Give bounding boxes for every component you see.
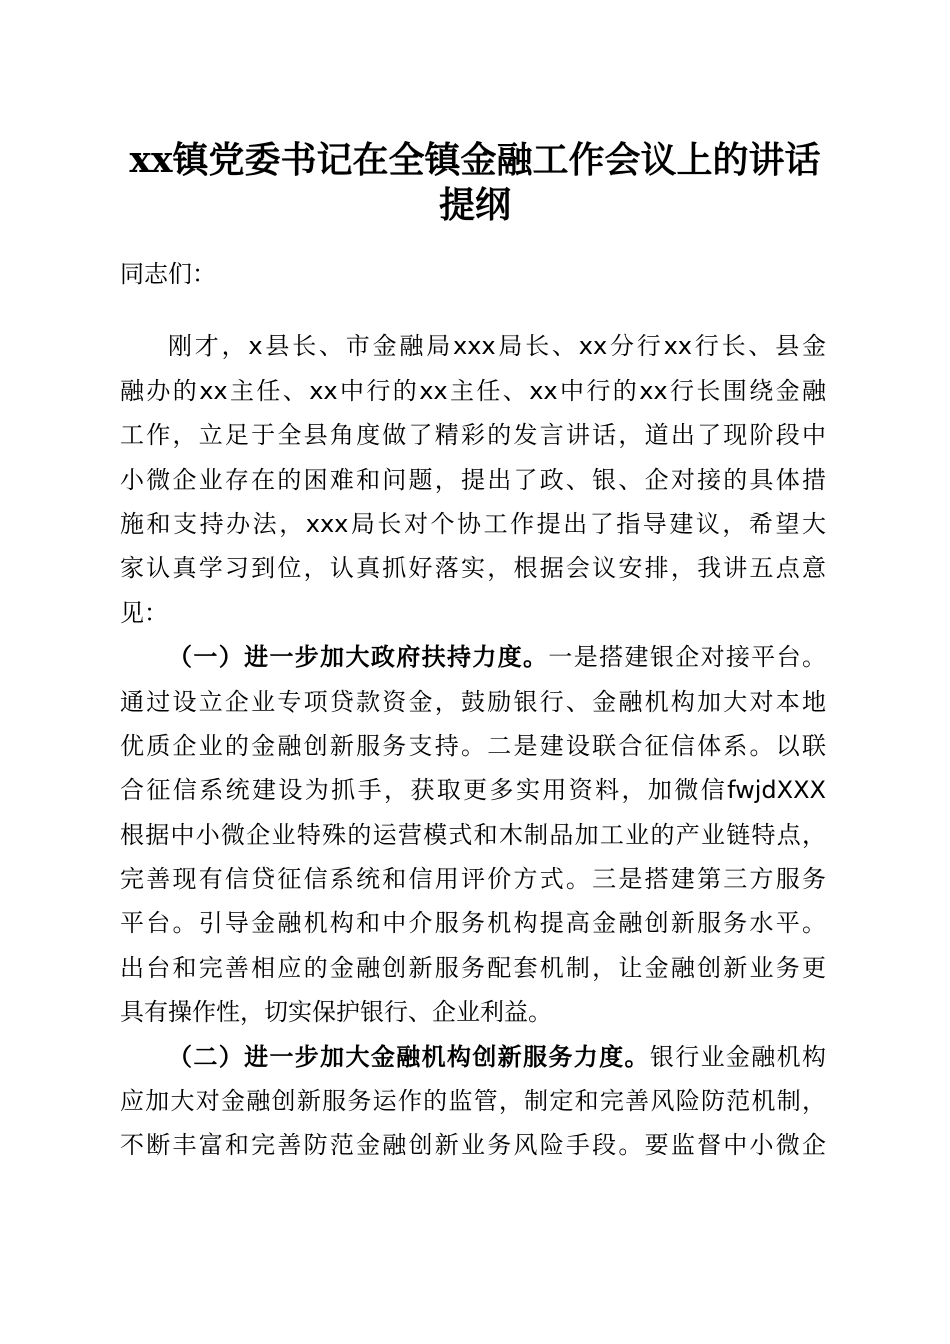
document-title <box>100 138 850 228</box>
text-line: 合征信系统建设为抓手，获取更多实用资料，加微信fwjdXXX <box>120 776 826 805</box>
text-line: 小微企业存在的困难和问题，提出了政、银、企对接的具体措 <box>120 465 826 494</box>
text-line: 平台。引导金融机构和中介服务机构提高金融创新服务水平。 <box>120 909 826 938</box>
text-line: 施和支持办法，xxx局长对个协工作提出了指导建议，希望大 <box>120 509 826 538</box>
text-line: 应加大对金融创新服务运作的监管，制定和完善风险防范机制， <box>120 1087 826 1116</box>
paragraph-section-2 <box>120 1035 826 1168</box>
text-line: 优质企业的金融创新服务支持。二是建设联合征信体系。以联 <box>120 731 826 760</box>
paragraph-section-1 <box>120 635 826 1035</box>
paragraph-intro <box>120 324 826 635</box>
text-line: 根据中小微企业特殊的运营模式和木制品加工业的产业链特点， <box>120 820 826 849</box>
title-line-2: 提纲 <box>438 184 511 226</box>
text-span: 一是搭建银企对接平台。 <box>548 643 826 672</box>
text-line: 家认真学习到位，认真抓好落实，根据会议安排，我讲五点意 <box>120 554 826 583</box>
text-line: 出台和完善相应的金融创新服务配套机制，让金融创新业务更 <box>120 953 826 982</box>
text-line: 融办的xx主任、xx中行的xx主任、xx中行的xx行长围绕金融 <box>120 376 826 405</box>
document-body <box>120 252 826 1168</box>
text-line: 见： <box>120 598 168 627</box>
text-line: 通过设立企业专项贷款资金，鼓励银行、金融机构加大对本地 <box>120 687 826 716</box>
title-line-1: xx镇党委书记在全镇金融工作会议上的讲话 <box>129 139 821 181</box>
text-line <box>120 635 826 679</box>
text-line: 具有操作性，切实保护银行、企业利益。 <box>120 998 552 1027</box>
section-heading: （二）进一步加大金融机构创新服务力度。 <box>168 1042 650 1071</box>
text-line: 刚才，x县长、市金融局xxx局长、xx分行xx行长、县金 <box>168 332 826 361</box>
text-line: 不断丰富和完善防范金融创新业务风险手段。要监督中小微企 <box>120 1131 826 1160</box>
text-line: 完善现有信贷征信系统和信用评价方式。三是搭建第三方服务 <box>120 865 826 894</box>
salutation: 同志们： <box>120 260 216 288</box>
text-line: 工作，立足于全县角度做了精彩的发言讲话，道出了现阶段中 <box>120 421 826 450</box>
section-heading: （一）进一步加大政府扶持力度。 <box>168 643 549 672</box>
text-span: 银行业金融机构 <box>649 1042 826 1071</box>
text-line <box>120 1035 826 1079</box>
